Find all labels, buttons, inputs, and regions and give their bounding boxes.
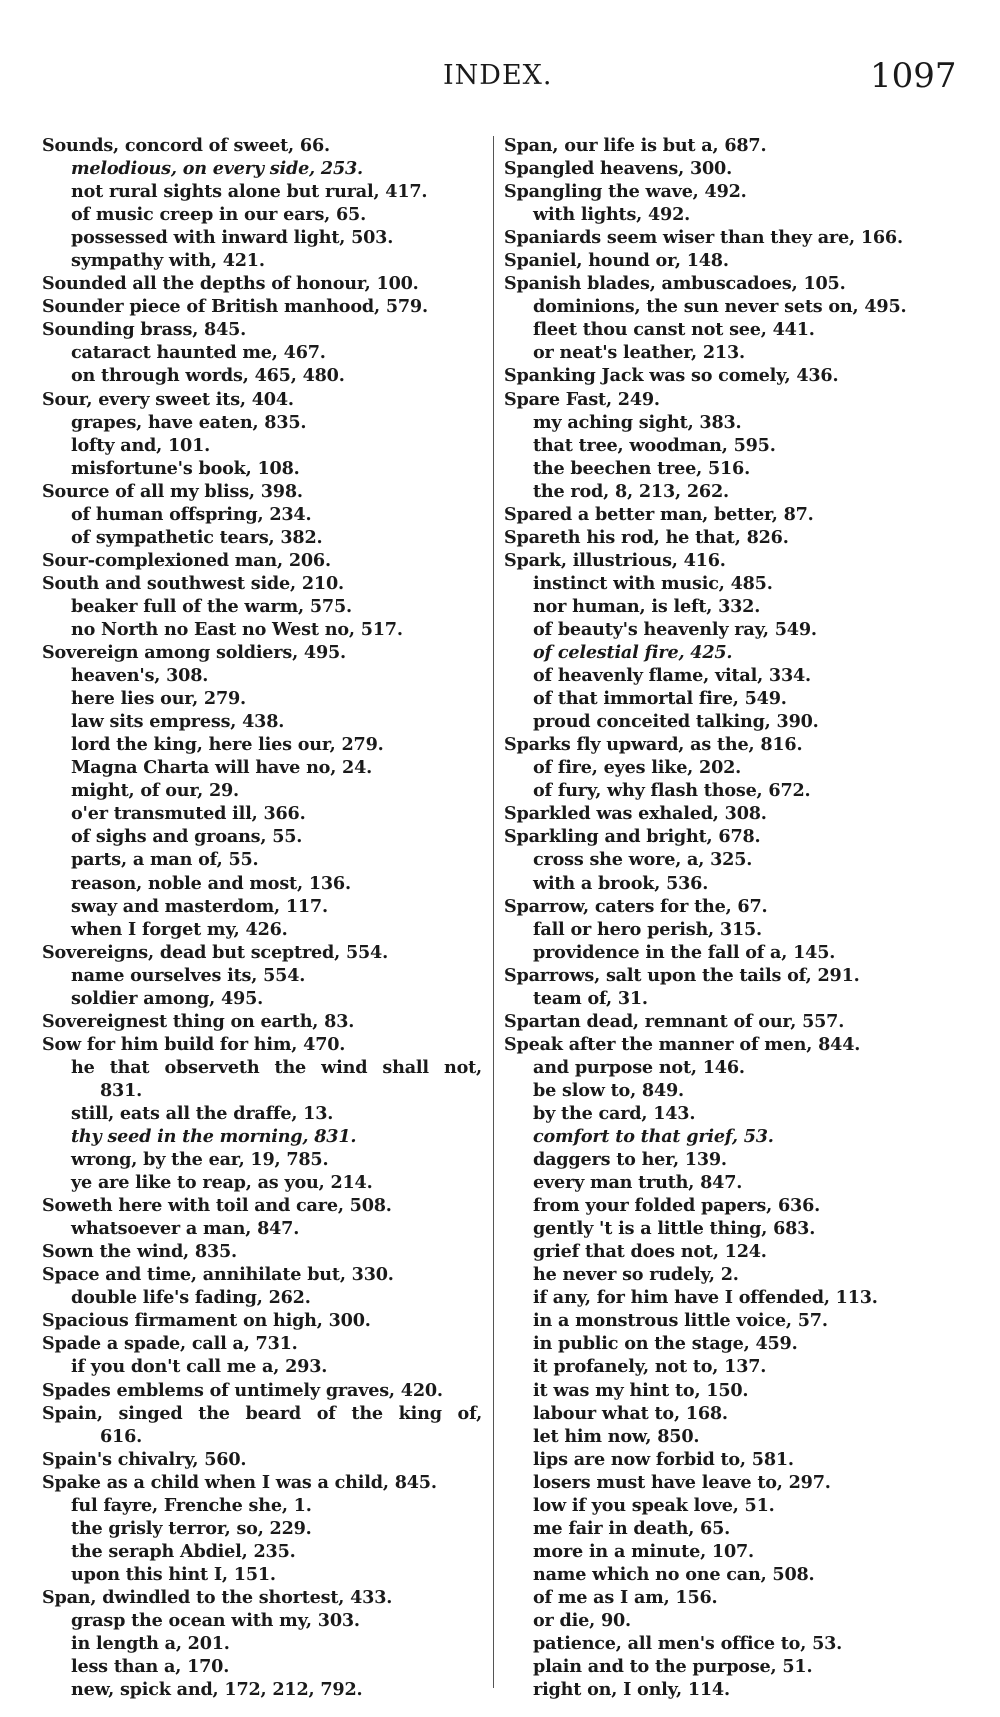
index-subentry: of celestial fire, 425. [533,642,733,664]
index-subentry: double life's fading, 262. [71,1287,311,1309]
index-column-left [42,134,482,1701]
index-subentry: providence in the fall of a, 145. [533,941,836,963]
index-subentry: plain and to the purpose, 51. [533,1656,813,1678]
index-subentry: no North no East no West no, 517. [71,618,403,640]
index-subentry: possessed with inward light, 503. [71,227,394,249]
index-entry: Space and time, annihilate but, 330. [42,1264,394,1286]
index-subentry: parts, a man of, 55. [71,849,259,871]
index-subentry: comfort to that grief, 53. [533,1126,774,1148]
index-subentry: beaker full of the warm, 575. [71,595,352,617]
index-entry: Spareth his rod, he that, 826. [504,526,789,548]
index-entry: Spain, singed the beard of the king of, [42,1402,482,1424]
index-subentry: grasp the ocean with my, 303. [71,1610,360,1631]
index-subentry: thy seed in the morning, 831. [71,1126,357,1148]
index-subentry: of me as I am, 156. [533,1586,718,1608]
index-subentry: instinct with music, 485. [533,572,773,594]
index-subentry: if you don't call me a, 293. [71,1356,328,1378]
index-subentry: wrong, by the ear, 19, 785. [71,1149,329,1171]
index-entry: Sparrows, salt upon the tails of, 291. [504,964,860,986]
index-subentry: me fair in death, 65. [533,1517,731,1539]
index-entry: South and southwest side, 210. [42,572,344,594]
index-subentry: ye are like to reap, as you, 214. [71,1172,373,1194]
index-subentry: name which no one can, 508. [533,1563,815,1585]
index-subentry: might, of our, 29. [71,780,239,802]
index-entry: Sounder piece of British manhood, 579. [42,296,428,318]
index-subentry: name ourselves its, 554. [71,964,306,986]
index-subentry: dominions, the sun never sets on, 495. [533,296,907,318]
index-subentry: if any, for him have I offended, 113. [533,1287,878,1309]
index-entry: Spake as a child when I was a child, 845. [42,1471,437,1493]
index-subentry: reason, noble and most, 136. [71,872,351,894]
index-entry: Spacious firmament on high, 300. [42,1310,371,1332]
index-column-right [504,134,959,1701]
index-subentry: heaven's, 308. [71,665,209,687]
index-entry: Sovereigns, dead but sceptred, 554. [42,941,389,963]
index-subentry: sympathy with, 421. [71,250,265,272]
index-subentry: upon this hint I, 151. [71,1563,276,1585]
index-entry: Spangled heavens, 300. [504,158,733,180]
index-entry: Spare Fast, 249. [504,388,660,410]
index-subentry: daggers to her, 139. [533,1149,727,1171]
index-entry: Sovereign among soldiers, 495. [42,642,346,664]
index-subentry: every man truth, 847. [533,1172,743,1194]
column-rule [493,136,494,1688]
page-header [0,56,1000,96]
index-entry: Span, our life is but a, 687. [504,135,767,156]
index-subentry: it profanely, not to, 137. [533,1356,767,1378]
index-entry: Sour, every sweet its, 404. [42,388,294,410]
index-subentry: the rod, 8, 213, 262. [533,480,729,502]
index-subentry: it was my hint to, 150. [533,1379,749,1401]
index-entry: Span, dwindled to the shortest, 433. [42,1586,393,1608]
index-subentry: labour what to, 168. [533,1402,728,1424]
index-subentry: in length a, 201. [71,1633,230,1655]
index-subentry: melodious, on every side, 253. [71,158,363,180]
index-entry: Sparkled was exhaled, 308. [504,803,767,825]
index-subentry: o'er transmuted ill, 366. [71,803,306,825]
index-subentry: more in a minute, 107. [533,1540,754,1562]
index-subentry: of beauty's heavenly ray, 549. [533,618,817,640]
index-subentry: losers must have leave to, 297. [533,1471,831,1493]
index-subentry: that tree, woodman, 595. [533,434,776,456]
index-subentry: team of, 31. [533,987,648,1009]
index-subentry: the grisly terror, so, 229. [71,1517,312,1539]
index-entry: Spangling the wave, 492. [504,181,747,203]
index-subentry: fall or hero perish, 315. [533,918,762,940]
index-subentry: of music creep in our ears, 65. [71,204,367,226]
index-subentry: he that observeth the wind shall not, [71,1056,482,1078]
index-entry: Sovereignest thing on earth, 83. [42,1010,355,1032]
index-subentry: from your folded papers, 636. [533,1195,821,1217]
index-entry: Source of all my bliss, 398. [42,480,303,502]
index-subentry: ful fayre, Frenche she, 1. [71,1494,312,1516]
index-entry: Soweth here with toil and care, 508. [42,1195,392,1217]
index-continuation: 831. [100,1079,143,1101]
index-subentry: with a brook, 536. [533,872,709,894]
index-entry: Sown the wind, 835. [42,1241,237,1263]
index-entry: Spartan dead, remnant of our, 557. [504,1010,845,1032]
running-title: INDEX. [443,60,553,91]
index-subentry: lips are now forbid to, 581. [533,1448,794,1470]
index-subentry: nor human, is left, 332. [533,595,761,617]
index-subentry: in public on the stage, 459. [533,1333,798,1355]
index-entry: Spanish blades, ambuscadoes, 105. [504,273,846,295]
index-subentry: lord the king, here lies our, 279. [71,734,384,756]
page-number: 1097 [870,56,957,96]
index-subentry: sway and masterdom, 117. [71,895,328,917]
index-subentry: he never so rudely, 2. [533,1264,739,1286]
index-subentry: law sits empress, 438. [71,711,285,733]
index-subentry: let him now, 850. [533,1425,700,1447]
index-subentry: of fury, why flash those, 672. [533,780,811,802]
index-entry: Spark, illustrious, 416. [504,549,726,571]
index-entry: Sour-complexioned man, 206. [42,549,331,571]
index-subentry: fleet thou canst not see, 441. [533,319,815,341]
index-subentry: gently 't is a little thing, 683. [533,1218,816,1240]
index-subentry: new, spick and, 172, 212, 792. [71,1679,363,1701]
index-entry: Spades emblems of untimely graves, 420. [42,1379,443,1401]
index-subentry: the seraph Abdiel, 235. [71,1540,296,1562]
index-subentry: low if you speak love, 51. [533,1494,775,1516]
index-entry: Sow for him build for him, 470. [42,1033,346,1055]
index-subentry: my aching sight, 383. [533,411,742,433]
index-continuation: 616. [100,1425,143,1447]
index-subentry: of human offspring, 234. [71,503,312,525]
index-subentry: or die, 90. [533,1610,631,1631]
index-subentry: on through words, 465, 480. [71,365,345,387]
index-subentry: proud conceited talking, 390. [533,711,819,733]
index-entry: Sparks fly upward, as the, 816. [504,734,803,756]
index-subentry: misfortune's book, 108. [71,457,300,479]
index-entry: Spaniards seem wiser than they are, 166. [504,227,903,249]
index-entry: Spain's chivalry, 560. [42,1448,247,1470]
index-subentry: right on, I only, 114. [533,1679,730,1701]
index-entry: Speak after the manner of men, 844. [504,1033,861,1055]
index-subentry: the beechen tree, 516. [533,457,751,479]
index-subentry: of fire, eyes like, 202. [533,757,742,779]
index-entry: Spared a better man, better, 87. [504,503,814,525]
index-subentry: of sympathetic tears, 382. [71,526,323,548]
index-subentry: in a monstrous little voice, 57. [533,1310,828,1332]
index-subentry: Magna Charta will have no, 24. [71,757,373,779]
index-subentry: grapes, have eaten, 835. [71,411,307,433]
index-entry: Sparrow, caters for the, 67. [504,895,768,917]
index-entry: Spade a spade, call a, 731. [42,1333,298,1355]
index-subentry: cataract haunted me, 467. [71,342,326,364]
index-subentry: not rural sights alone but rural, 417. [71,181,428,203]
index-subentry: when I forget my, 426. [71,918,288,940]
index-subentry: by the card, 143. [533,1102,696,1124]
index-subentry: of that immortal fire, 549. [533,688,787,710]
index-subentry: whatsoever a man, 847. [71,1218,300,1240]
index-subentry: still, eats all the draffe, 13. [71,1102,334,1124]
index-entry: Sounded all the depths of honour, 100. [42,273,419,295]
index-subentry: grief that does not, 124. [533,1241,767,1263]
index-subentry: cross she wore, a, 325. [533,849,753,871]
index-subentry: of sighs and groans, 55. [71,826,303,848]
index-subentry: or neat's leather, 213. [533,342,745,364]
index-subentry: patience, all men's office to, 53. [533,1633,843,1655]
index-entry: Sparkling and bright, 678. [504,826,761,848]
index-subentry: less than a, 170. [71,1656,230,1678]
index-subentry: here lies our, 279. [71,688,246,710]
index-subentry: of heavenly flame, vital, 334. [533,665,811,687]
index-subentry: and purpose not, 146. [533,1056,745,1078]
index-entry: Spanking Jack was so comely, 436. [504,365,839,387]
index-entry: Sounding brass, 845. [42,319,247,341]
index-entry: Spaniel, hound or, 148. [504,250,729,272]
index-subentry: be slow to, 849. [533,1079,684,1101]
index-entry: Sounds, concord of sweet, 66. [42,135,330,156]
index-subentry: with lights, 492. [533,204,691,226]
index-subentry: soldier among, 495. [71,987,264,1009]
index-subentry: lofty and, 101. [71,434,211,456]
